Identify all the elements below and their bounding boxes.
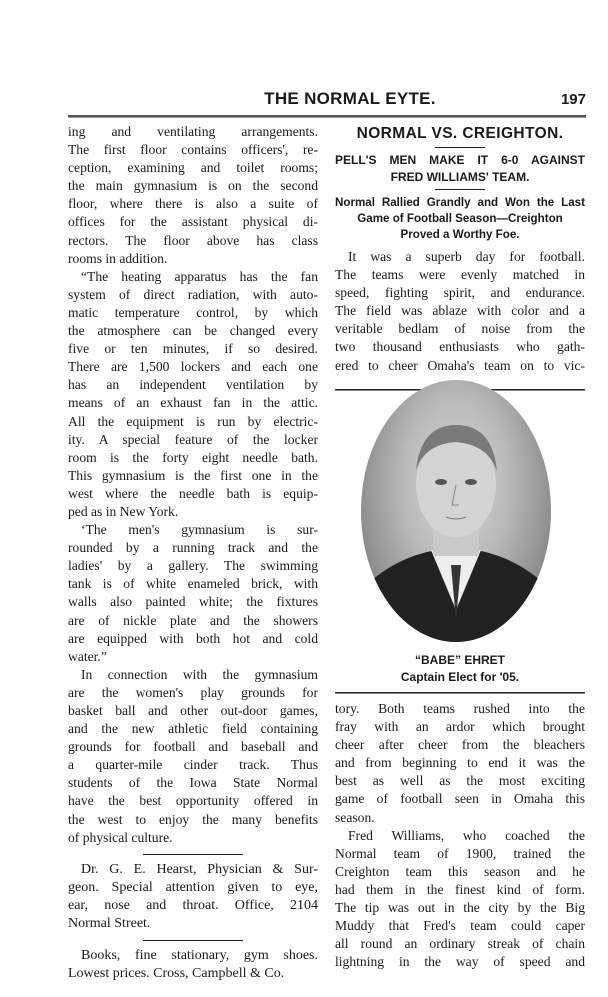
text-line: two thousand enthusiasts who gath- xyxy=(335,339,585,355)
text-line: veritable bedlam of noise from the xyxy=(335,321,585,337)
divider xyxy=(435,189,485,190)
text-line: tory. Both teams rushed into the xyxy=(335,701,585,716)
divider xyxy=(335,692,585,694)
text-line: Dr. G. E. Hearst, Physician & Sur- xyxy=(81,861,318,877)
text-line: rounded by a running track and the xyxy=(68,540,318,556)
divider xyxy=(143,854,243,855)
text-line: ered to cheer Omaha's team on to vic- xyxy=(335,357,585,373)
text-line: The first floor contains officers', re- xyxy=(68,142,318,158)
text-line: ped as in New York. xyxy=(68,503,179,519)
text-line: Creighton team this season and he xyxy=(335,863,585,879)
deck-line: Game of Football Season—Creighton xyxy=(357,212,563,225)
paragraph xyxy=(68,666,318,847)
caption-line: Captain Elect for '05. xyxy=(400,670,520,684)
text-line: a quarter-mile cinder track. Thus xyxy=(68,757,318,773)
text-line: had them in the finest kind of form. xyxy=(335,881,585,897)
text-line: rooms in addition. xyxy=(68,250,168,266)
text-line: basket ball and other out-door games, xyxy=(68,703,318,718)
subhead-line: FRED WILLIAMS' TEAM. xyxy=(390,170,530,184)
text-line: ity. A special feature of the locker xyxy=(68,431,318,447)
text-line: rectors. The floor above has class xyxy=(68,232,318,248)
text-line: Normal Street. xyxy=(68,916,151,932)
text-line: means of an exhaust fan in the attic. xyxy=(68,395,318,411)
text-line: five or ten minutes, if so desired. xyxy=(68,341,318,357)
paragraph xyxy=(68,123,318,268)
text-line: ladies' by a gallery. The swimming xyxy=(68,558,318,574)
text-line: speed, fighting spirit, and endurance. xyxy=(335,285,585,301)
text-line: has an independent ventilation by xyxy=(68,377,318,393)
left-column xyxy=(68,123,318,983)
running-head xyxy=(0,89,608,109)
publication-title: THE NORMAL EYTE. xyxy=(264,89,436,108)
paragraph xyxy=(68,268,318,521)
text-line: the main gymnasium is on the second xyxy=(68,178,318,194)
portrait-photo xyxy=(361,380,551,642)
paragraph xyxy=(335,248,585,375)
text-line: Lowest prices. Cross, Campbell & Co. xyxy=(68,966,285,982)
article-subhead xyxy=(335,152,585,186)
text-line: Fred Williams, who coached the xyxy=(348,827,585,843)
text-line: ‘The men's gymnasium is sur- xyxy=(81,522,318,538)
text-line: offices for the assistant physical di- xyxy=(68,214,318,230)
text-line: best as well as the most exciting xyxy=(335,773,585,789)
text-line: It was a superb day for football. xyxy=(348,249,585,264)
paragraph xyxy=(68,521,318,666)
text-line: the west to enjoy the many benefits xyxy=(68,811,318,827)
deck-line: Proved a Worthy Foe. xyxy=(400,228,520,241)
text-line: system of direct radiation, with auto- xyxy=(68,286,318,302)
text-line: There are 1,500 lockers and each one xyxy=(68,359,318,375)
paragraph xyxy=(335,700,585,827)
article-top xyxy=(335,123,585,391)
article-body-bottom xyxy=(335,700,585,971)
text-line: “The heating apparatus has the fan xyxy=(81,268,318,284)
text-line: tank is of white enameled brick, with xyxy=(68,576,318,592)
advertisement xyxy=(68,947,318,983)
text-line: and the new athletic field containing xyxy=(68,721,318,737)
text-line: floor, where there is also a suite of xyxy=(68,196,318,212)
text-line: This gymnasium is the first one in the xyxy=(68,467,318,483)
text-line: Normal team of 1900, trained the xyxy=(335,845,585,861)
text-line: All the equipment is run by electric- xyxy=(68,413,318,429)
advertisement xyxy=(68,861,318,933)
text-line: season. xyxy=(335,809,375,825)
text-line: ing and ventilating arrangements. xyxy=(68,124,318,139)
text-line: room is the forty eight needle bath. xyxy=(68,449,318,465)
text-line: grounds for football and baseball and xyxy=(68,739,318,755)
text-line: are equipped with both hot and cold xyxy=(68,630,318,646)
article-headline: NORMAL VS. CREIGHTON. xyxy=(356,125,564,142)
text-line: have the best opportunity offered in xyxy=(68,793,318,809)
text-line: are of nickle plate and the showers xyxy=(68,612,318,628)
divider xyxy=(143,940,243,941)
text-line: and from beginning to end it was the xyxy=(335,755,585,771)
text-line: water.” xyxy=(68,648,107,664)
text-line: game of football seen in Omaha this xyxy=(335,791,585,807)
deck-line: Normal Rallied Grandly and Won the Last xyxy=(335,196,585,209)
text-line: lightning in the way of speed and xyxy=(335,954,585,970)
caption-line: “BABE” EHRET xyxy=(414,653,505,667)
page-number: 197 xyxy=(560,91,586,108)
text-line: ear, nose and throat. Office, 2104 xyxy=(68,897,318,913)
text-line: Muddy that Fred's team could caper xyxy=(335,918,585,934)
text-line: walls also painted white; the fixtures xyxy=(68,594,318,610)
article-bottom xyxy=(335,652,585,971)
divider xyxy=(435,147,485,148)
header-rule xyxy=(68,115,586,118)
text-line: fray with an ardor which brought xyxy=(335,719,585,735)
text-line: In connection with the gymnasium xyxy=(81,666,318,682)
article-body-top xyxy=(335,248,585,375)
text-line: cheer after cheer from the bleachers xyxy=(335,737,585,753)
paragraph xyxy=(335,827,585,972)
text-line: all round an ordinary streak of chain xyxy=(335,936,585,952)
text-line: geon. Special attention given to eye, xyxy=(68,879,318,895)
text-line: The field was ablaze with color and a xyxy=(335,303,585,319)
text-line: The tip was out in the city by the Big xyxy=(335,900,585,916)
text-line: students of the Iowa State Normal xyxy=(68,775,318,791)
text-line: of physical culture. xyxy=(68,829,173,845)
article-deck xyxy=(335,195,585,243)
text-line: ception, examining and toilet rooms; xyxy=(68,160,318,176)
text-line: matic temperature control, by which xyxy=(68,304,318,320)
text-line: are the women's play grounds for xyxy=(68,684,318,700)
text-line: The teams were evenly matched in xyxy=(335,267,585,283)
text-line: west where the needle bath is equip- xyxy=(68,485,318,501)
subhead-line: PELL'S MEN MAKE IT 6-0 AGAINST xyxy=(335,153,585,167)
text-line: Books, fine stationary, gym shoes. xyxy=(81,948,318,964)
portrait-figure xyxy=(361,380,551,642)
photo-caption xyxy=(335,652,585,686)
text-line: the atmosphere can be changed every xyxy=(68,323,318,339)
